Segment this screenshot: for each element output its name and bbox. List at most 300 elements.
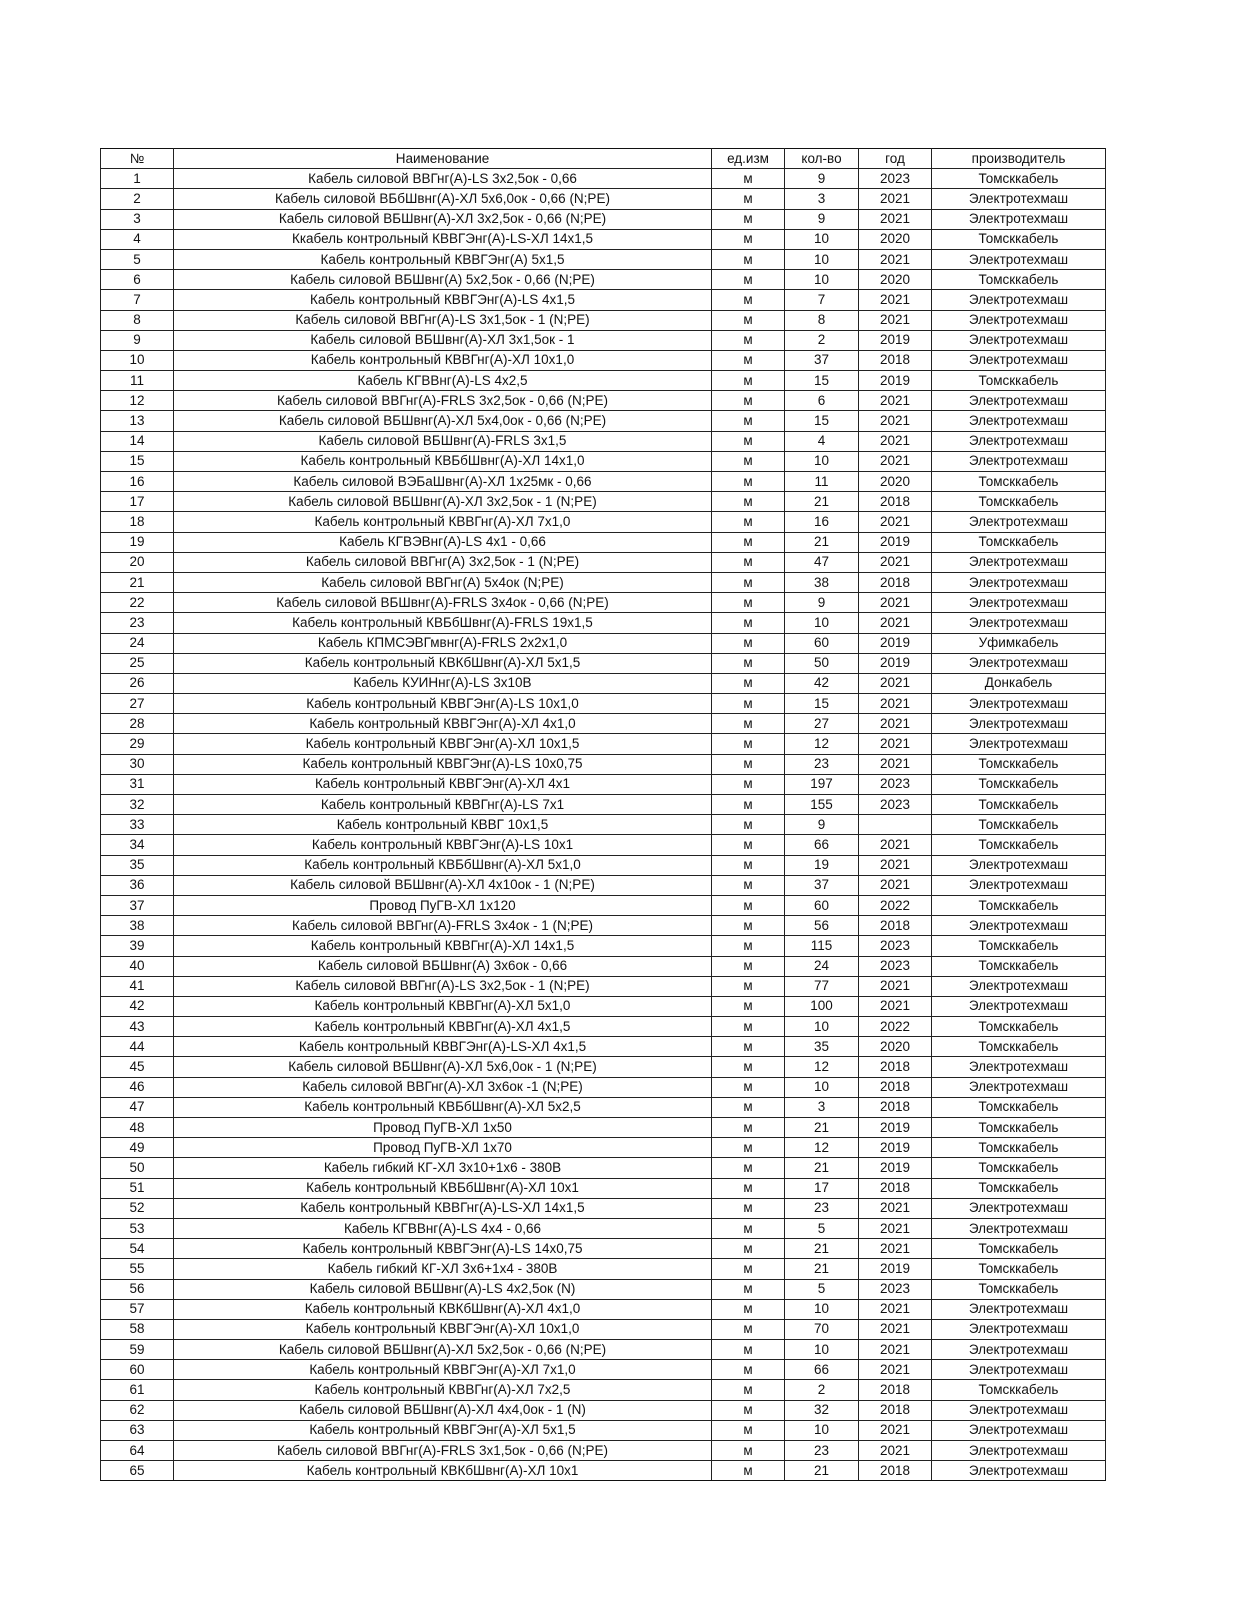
cell-quantity: 21 <box>785 1118 859 1138</box>
cell-quantity: 2 <box>785 330 859 350</box>
cell-year: 2021 <box>859 835 932 855</box>
cell-unit: м <box>712 371 785 391</box>
cell-row-number: 53 <box>101 1218 174 1238</box>
cell-unit: м <box>712 633 785 653</box>
cell-unit: м <box>712 229 785 249</box>
cell-quantity: 21 <box>785 1461 859 1481</box>
cell-manufacturer: Электротехмаш <box>932 189 1106 209</box>
cell-manufacturer: Электротехмаш <box>932 1077 1106 1097</box>
table-row <box>101 1441 1106 1461</box>
cell-unit: м <box>712 492 785 512</box>
cell-quantity: 37 <box>785 875 859 895</box>
table-row <box>101 1218 1106 1238</box>
cell-unit: м <box>712 895 785 915</box>
cell-year: 2018 <box>859 350 932 370</box>
cell-quantity: 50 <box>785 653 859 673</box>
cell-quantity: 9 <box>785 815 859 835</box>
cell-unit: м <box>712 310 785 330</box>
cell-quantity: 19 <box>785 855 859 875</box>
cell-cable-name: Кабель КГВВнг(А)-LS 4х2,5 <box>174 371 712 391</box>
cell-year: 2021 <box>859 310 932 330</box>
cell-row-number: 64 <box>101 1441 174 1461</box>
cell-manufacturer: Электротехмаш <box>932 875 1106 895</box>
cell-quantity: 10 <box>785 1420 859 1440</box>
cell-quantity: 3 <box>785 189 859 209</box>
cell-year: 2021 <box>859 411 932 431</box>
cell-manufacturer: Томсккабель <box>932 1097 1106 1117</box>
cell-year: 2023 <box>859 774 932 794</box>
cell-manufacturer: Электротехмаш <box>932 976 1106 996</box>
table-row <box>101 492 1106 512</box>
cell-row-number: 33 <box>101 815 174 835</box>
cell-cable-name: Кабель силовой ВБбШвнг(А)-ХЛ 5х6,0ок - 0,66 (N;PE) <box>174 189 712 209</box>
cell-row-number: 6 <box>101 270 174 290</box>
cell-unit: м <box>712 391 785 411</box>
cell-manufacturer: Томсккабель <box>932 1239 1106 1259</box>
table-row <box>101 835 1106 855</box>
cell-quantity: 37 <box>785 350 859 370</box>
table-row <box>101 593 1106 613</box>
cell-unit: м <box>712 330 785 350</box>
cell-year: 2020 <box>859 1037 932 1057</box>
cell-year: 2021 <box>859 673 932 693</box>
cell-quantity: 6 <box>785 391 859 411</box>
cell-unit: м <box>712 1420 785 1440</box>
cable-inventory-table <box>100 148 1106 1481</box>
cell-year: 2021 <box>859 512 932 532</box>
cell-quantity: 47 <box>785 552 859 572</box>
cell-quantity: 12 <box>785 1138 859 1158</box>
cell-quantity: 15 <box>785 411 859 431</box>
cell-quantity: 10 <box>785 1299 859 1319</box>
cell-quantity: 21 <box>785 492 859 512</box>
cell-year: 2018 <box>859 1057 932 1077</box>
cell-year: 2018 <box>859 1461 932 1481</box>
column-header-name: Наименование <box>174 149 712 169</box>
table-row <box>101 1279 1106 1299</box>
cell-row-number: 4 <box>101 229 174 249</box>
table-row <box>101 1340 1106 1360</box>
column-header-number: № <box>101 149 174 169</box>
cell-quantity: 21 <box>785 1259 859 1279</box>
cell-year: 2019 <box>859 532 932 552</box>
cell-row-number: 14 <box>101 431 174 451</box>
cell-cable-name: Кабель силовой ВБШвнг(А) 5х2,5ок - 0,66 (N;PE) <box>174 270 712 290</box>
cell-unit: м <box>712 936 785 956</box>
column-header-year: год <box>859 149 932 169</box>
cell-unit: м <box>712 431 785 451</box>
cell-row-number: 35 <box>101 855 174 875</box>
cell-row-number: 38 <box>101 916 174 936</box>
cell-quantity: 10 <box>785 229 859 249</box>
cell-manufacturer: Томсккабель <box>932 815 1106 835</box>
table-row <box>101 189 1106 209</box>
cell-row-number: 41 <box>101 976 174 996</box>
table-row <box>101 996 1106 1016</box>
cell-quantity: 23 <box>785 1441 859 1461</box>
table-row <box>101 673 1106 693</box>
cell-unit: м <box>712 1057 785 1077</box>
table-row <box>101 734 1106 754</box>
cell-manufacturer: Томсккабель <box>932 472 1106 492</box>
cell-unit: м <box>712 774 785 794</box>
table-row <box>101 1057 1106 1077</box>
cell-row-number: 3 <box>101 209 174 229</box>
cell-year: 2018 <box>859 572 932 592</box>
cell-quantity: 10 <box>785 1017 859 1037</box>
cell-quantity: 7 <box>785 290 859 310</box>
cell-row-number: 56 <box>101 1279 174 1299</box>
cell-year: 2018 <box>859 492 932 512</box>
cell-row-number: 61 <box>101 1380 174 1400</box>
cell-year: 2021 <box>859 552 932 572</box>
cell-unit: м <box>712 694 785 714</box>
cell-cable-name: Кабель силовой ВБШвнг(А)-LS 4х2,5ок (N) <box>174 1279 712 1299</box>
cell-cable-name: Кабель контрольный КВБбШвнг(А)-ХЛ 5х1,0 <box>174 855 712 875</box>
cell-year: 2021 <box>859 976 932 996</box>
cell-quantity: 5 <box>785 1218 859 1238</box>
cell-unit: м <box>712 1198 785 1218</box>
table-row <box>101 572 1106 592</box>
cell-unit: м <box>712 472 785 492</box>
cell-row-number: 26 <box>101 673 174 693</box>
cell-unit: м <box>712 1017 785 1037</box>
table-row <box>101 431 1106 451</box>
cell-cable-name: Кабель контрольный КВВГЭнг(А)-ХЛ 4х1,0 <box>174 714 712 734</box>
cell-cable-name: Кабель контрольный КВБбШвнг(А)-ХЛ 5х2,5 <box>174 1097 712 1117</box>
cell-manufacturer: Электротехмаш <box>932 572 1106 592</box>
cell-row-number: 18 <box>101 512 174 532</box>
cell-unit: м <box>712 1097 785 1117</box>
cell-row-number: 36 <box>101 875 174 895</box>
cell-manufacturer: Электротехмаш <box>932 310 1106 330</box>
cell-manufacturer: Электротехмаш <box>932 1441 1106 1461</box>
cell-row-number: 12 <box>101 391 174 411</box>
cell-quantity: 12 <box>785 1057 859 1077</box>
cell-manufacturer: Томсккабель <box>932 835 1106 855</box>
cell-row-number: 48 <box>101 1118 174 1138</box>
cell-cable-name: Ккабель контрольный КВВГЭнг(А)-LS-ХЛ 14х1,5 <box>174 229 712 249</box>
cell-year: 2023 <box>859 169 932 189</box>
cell-unit: м <box>712 350 785 370</box>
cell-year: 2018 <box>859 1178 932 1198</box>
cell-year: 2019 <box>859 1118 932 1138</box>
cell-manufacturer: Томсккабель <box>932 1138 1106 1158</box>
cell-cable-name: Кабель контрольный КВВГнг(А)-ХЛ 10х1,0 <box>174 350 712 370</box>
cell-row-number: 27 <box>101 694 174 714</box>
cell-row-number: 7 <box>101 290 174 310</box>
cell-cable-name: Кабель силовой ВВГнг(А) 5х4ок (N;PE) <box>174 572 712 592</box>
cell-manufacturer: Электротехмаш <box>932 431 1106 451</box>
cell-quantity: 10 <box>785 270 859 290</box>
cell-cable-name: Провод ПуГВ-ХЛ 1х120 <box>174 895 712 915</box>
cell-unit: м <box>712 976 785 996</box>
table-row <box>101 169 1106 189</box>
cell-manufacturer: Томсккабель <box>932 1178 1106 1198</box>
table-row <box>101 1319 1106 1339</box>
cell-unit: м <box>712 1360 785 1380</box>
cell-year: 2023 <box>859 936 932 956</box>
cell-row-number: 44 <box>101 1037 174 1057</box>
cell-quantity: 10 <box>785 1340 859 1360</box>
cell-unit: м <box>712 1400 785 1420</box>
cell-year: 2020 <box>859 472 932 492</box>
cell-row-number: 9 <box>101 330 174 350</box>
cell-cable-name: Кабель силовой ВБШвнг(А) 3х6ок - 0,66 <box>174 956 712 976</box>
cell-cable-name: Кабель контрольный КВВГЭнг(А)-ХЛ 10х1,0 <box>174 1319 712 1339</box>
table-row <box>101 936 1106 956</box>
cell-row-number: 17 <box>101 492 174 512</box>
cell-manufacturer: Электротехмаш <box>932 855 1106 875</box>
cell-unit: м <box>712 734 785 754</box>
cell-cable-name: Кабель силовой ВВГнг(А)-FRLS 3х4ок - 1 (N;PE) <box>174 916 712 936</box>
cell-cable-name: Кабель силовой ВБШвнг(А)-ХЛ 4х4,0ок - 1 (N) <box>174 1400 712 1420</box>
table-row <box>101 209 1106 229</box>
table-row <box>101 391 1106 411</box>
cell-manufacturer: Электротехмаш <box>932 451 1106 471</box>
cell-row-number: 59 <box>101 1340 174 1360</box>
table-row <box>101 270 1106 290</box>
cell-row-number: 30 <box>101 754 174 774</box>
cell-year: 2021 <box>859 694 932 714</box>
cell-quantity: 16 <box>785 512 859 532</box>
cell-year: 2022 <box>859 895 932 915</box>
cell-row-number: 5 <box>101 249 174 269</box>
cell-year: 2021 <box>859 1299 932 1319</box>
cell-manufacturer: Электротехмаш <box>932 391 1106 411</box>
cell-quantity: 155 <box>785 795 859 815</box>
table-row <box>101 451 1106 471</box>
cell-manufacturer: Электротехмаш <box>932 734 1106 754</box>
table-row <box>101 330 1106 350</box>
cell-cable-name: Кабель силовой ВВГнг(А)-LS 3х1,5ок - 1 (N;PE) <box>174 310 712 330</box>
cell-unit: м <box>712 1178 785 1198</box>
table-row <box>101 694 1106 714</box>
cell-manufacturer: Электротехмаш <box>932 411 1106 431</box>
cell-year: 2020 <box>859 229 932 249</box>
table-row <box>101 411 1106 431</box>
cell-manufacturer: Электротехмаш <box>932 1461 1106 1481</box>
cell-cable-name: Кабель гибкий КГ-ХЛ 3х10+1х6 - 380В <box>174 1158 712 1178</box>
cell-year: 2019 <box>859 1138 932 1158</box>
cell-unit: м <box>712 189 785 209</box>
table-row <box>101 774 1106 794</box>
cell-year: 2021 <box>859 754 932 774</box>
cell-row-number: 42 <box>101 996 174 1016</box>
cell-cable-name: Кабель КГВВнг(А)-LS 4х4 - 0,66 <box>174 1218 712 1238</box>
cell-unit: м <box>712 956 785 976</box>
cell-unit: м <box>712 169 785 189</box>
table-row <box>101 613 1106 633</box>
cell-year: 2021 <box>859 1420 932 1440</box>
cell-cable-name: Кабель контрольный КВВГнг(А)-ХЛ 14х1,5 <box>174 936 712 956</box>
cell-cable-name: Кабель контрольный КВКбШвнг(А)-ХЛ 4х1,0 <box>174 1299 712 1319</box>
cell-row-number: 20 <box>101 552 174 572</box>
cell-cable-name: Кабель КПМСЭВГмвнг(А)-FRLS 2х2х1,0 <box>174 633 712 653</box>
cell-cable-name: Кабель контрольный КВВГЭнг(А)-LS-ХЛ 4х1,5 <box>174 1037 712 1057</box>
cell-year: 2021 <box>859 855 932 875</box>
cell-manufacturer: Электротехмаш <box>932 1400 1106 1420</box>
cell-manufacturer: Томсккабель <box>932 169 1106 189</box>
table-row <box>101 1077 1106 1097</box>
cell-row-number: 32 <box>101 795 174 815</box>
cell-year: 2021 <box>859 1360 932 1380</box>
cell-row-number: 40 <box>101 956 174 976</box>
cell-manufacturer: Электротехмаш <box>932 1218 1106 1238</box>
table-row <box>101 815 1106 835</box>
cell-cable-name: Кабель силовой ВВГнг(А) 3х2,5ок - 1 (N;PE) <box>174 552 712 572</box>
cell-quantity: 8 <box>785 310 859 330</box>
table-row <box>101 633 1106 653</box>
cell-unit: м <box>712 532 785 552</box>
cell-unit: м <box>712 290 785 310</box>
cell-manufacturer: Электротехмаш <box>932 996 1106 1016</box>
cell-row-number: 13 <box>101 411 174 431</box>
cell-cable-name: Кабель контрольный КВВГ 10х1,5 <box>174 815 712 835</box>
cell-cable-name: Кабель КГВЭВнг(А)-LS 4х1 - 0,66 <box>174 532 712 552</box>
cell-year: 2019 <box>859 633 932 653</box>
cell-cable-name: Кабель силовой ВБШвнг(А)-ХЛ 3х1,5ок - 1 <box>174 330 712 350</box>
cell-manufacturer: Томсккабель <box>932 229 1106 249</box>
cell-cable-name: Кабель силовой ВВГнг(А)-LS 3х2,5ок - 1 (N;PE) <box>174 976 712 996</box>
cell-manufacturer: Электротехмаш <box>932 1057 1106 1077</box>
cell-cable-name: Кабель контрольный КВВГЭнг(А)-ХЛ 10х1,5 <box>174 734 712 754</box>
cell-quantity: 9 <box>785 209 859 229</box>
cell-manufacturer: Томсккабель <box>932 795 1106 815</box>
cell-row-number: 2 <box>101 189 174 209</box>
cell-manufacturer: Томсккабель <box>932 492 1106 512</box>
cell-year: 2019 <box>859 330 932 350</box>
cell-unit: м <box>712 855 785 875</box>
cell-year: 2021 <box>859 431 932 451</box>
cell-row-number: 46 <box>101 1077 174 1097</box>
cell-year: 2021 <box>859 209 932 229</box>
column-header-unit: ед.изм <box>712 149 785 169</box>
cell-cable-name: Кабель контрольный КВВГЭнг(А)-LS 10х1 <box>174 835 712 855</box>
cell-row-number: 19 <box>101 532 174 552</box>
cell-year: 2023 <box>859 1279 932 1299</box>
cell-cable-name: Кабель контрольный КВВГнг(А)-ХЛ 5х1,0 <box>174 996 712 1016</box>
cell-unit: м <box>712 1077 785 1097</box>
cell-cable-name: Кабель контрольный КВБбШвнг(А)-FRLS 19х1,5 <box>174 613 712 633</box>
cell-row-number: 55 <box>101 1259 174 1279</box>
cell-cable-name: Кабель контрольный КВВГнг(А)-ХЛ 7х2,5 <box>174 1380 712 1400</box>
cell-manufacturer: Электротехмаш <box>932 714 1106 734</box>
cell-cable-name: Кабель контрольный КВВГЭнг(А)-ХЛ 5х1,5 <box>174 1420 712 1440</box>
cell-unit: м <box>712 1319 785 1339</box>
cell-quantity: 10 <box>785 1077 859 1097</box>
cell-manufacturer: Томсккабель <box>932 270 1106 290</box>
cell-quantity: 35 <box>785 1037 859 1057</box>
cell-cable-name: Кабель контрольный КВВГнг(А)-LS-ХЛ 14х1,5 <box>174 1198 712 1218</box>
cell-row-number: 45 <box>101 1057 174 1077</box>
cell-row-number: 62 <box>101 1400 174 1420</box>
column-header-quantity: кол-во <box>785 149 859 169</box>
cell-unit: м <box>712 1299 785 1319</box>
cell-cable-name: Кабель контрольный КВВГЭнг(А)-LS 14х0,75 <box>174 1239 712 1259</box>
cell-unit: м <box>712 552 785 572</box>
cell-cable-name: Кабель контрольный КВВГЭнг(А)-LS 4х1,5 <box>174 290 712 310</box>
cell-manufacturer: Электротехмаш <box>932 1340 1106 1360</box>
cell-unit: м <box>712 916 785 936</box>
cell-manufacturer: Электротехмаш <box>932 512 1106 532</box>
table-header <box>101 149 1106 169</box>
cell-row-number: 31 <box>101 774 174 794</box>
cell-cable-name: Кабель силовой ВБШвнг(А)-FRLS 3х4ок - 0,66 (N;PE) <box>174 593 712 613</box>
cell-quantity: 24 <box>785 956 859 976</box>
cell-unit: м <box>712 1158 785 1178</box>
cell-quantity: 23 <box>785 754 859 774</box>
cell-cable-name: Кабель контрольный КВВГЭнг(А)-ХЛ 4х1 <box>174 774 712 794</box>
cell-quantity: 66 <box>785 1360 859 1380</box>
cell-unit: м <box>712 270 785 290</box>
cell-cable-name: Кабель контрольный КВВГЭнг(А)-ХЛ 7х1,0 <box>174 1360 712 1380</box>
cell-unit: м <box>712 1441 785 1461</box>
cell-cable-name: Кабель контрольный КВБбШвнг(А)-ХЛ 10х1 <box>174 1178 712 1198</box>
cell-unit: м <box>712 249 785 269</box>
cell-year: 2021 <box>859 996 932 1016</box>
cell-manufacturer: Электротехмаш <box>932 1360 1106 1380</box>
cell-manufacturer: Уфимкабель <box>932 633 1106 653</box>
cell-manufacturer: Томсккабель <box>932 895 1106 915</box>
table-row <box>101 1097 1106 1117</box>
cell-unit: м <box>712 714 785 734</box>
cell-unit: м <box>712 653 785 673</box>
cell-quantity: 38 <box>785 572 859 592</box>
table-row <box>101 532 1106 552</box>
cell-manufacturer: Томсккабель <box>932 1037 1106 1057</box>
cell-manufacturer: Электротехмаш <box>932 653 1106 673</box>
cell-manufacturer: Томсккабель <box>932 371 1106 391</box>
cell-cable-name: Кабель силовой ВБШвнг(А)-ХЛ 5х4,0ок - 0,66 (N;PE) <box>174 411 712 431</box>
table-row <box>101 472 1106 492</box>
cell-manufacturer: Электротехмаш <box>932 1299 1106 1319</box>
table-row <box>101 1037 1106 1057</box>
cell-year: 2021 <box>859 1441 932 1461</box>
cell-manufacturer: Томсккабель <box>932 936 1106 956</box>
cell-quantity: 4 <box>785 431 859 451</box>
cell-row-number: 39 <box>101 936 174 956</box>
cell-row-number: 54 <box>101 1239 174 1259</box>
cell-quantity: 3 <box>785 1097 859 1117</box>
table-body <box>101 169 1106 1481</box>
table-row <box>101 1420 1106 1440</box>
cell-manufacturer: Томсккабель <box>932 1279 1106 1299</box>
cell-unit: м <box>712 1037 785 1057</box>
cell-manufacturer: Томсккабель <box>932 1158 1106 1178</box>
cell-quantity: 32 <box>785 1400 859 1420</box>
cell-year: 2022 <box>859 1017 932 1037</box>
cell-cable-name: Кабель контрольный КВБбШвнг(А)-ХЛ 14х1,0 <box>174 451 712 471</box>
cell-unit: м <box>712 835 785 855</box>
cell-year: 2018 <box>859 1380 932 1400</box>
cell-cable-name: Кабель силовой ВБШвнг(А)-ХЛ 5х6,0ок - 1 (N;PE) <box>174 1057 712 1077</box>
cell-year: 2018 <box>859 1097 932 1117</box>
table-row <box>101 795 1106 815</box>
cell-cable-name: Провод ПуГВ-ХЛ 1х70 <box>174 1138 712 1158</box>
cell-row-number: 65 <box>101 1461 174 1481</box>
cell-quantity: 77 <box>785 976 859 996</box>
cell-quantity: 21 <box>785 1239 859 1259</box>
table-row <box>101 1360 1106 1380</box>
cell-year: 2019 <box>859 1158 932 1178</box>
cell-cable-name: Кабель силовой ВЭБаШвнг(А)-ХЛ 1х25мк - 0,66 <box>174 472 712 492</box>
cell-manufacturer: Томсккабель <box>932 1118 1106 1138</box>
table-row <box>101 1138 1106 1158</box>
cell-cable-name: Кабель контрольный КВКбШвнг(А)-ХЛ 10х1 <box>174 1461 712 1481</box>
cell-quantity: 5 <box>785 1279 859 1299</box>
cell-cable-name: Кабель силовой ВБШвнг(А)-ХЛ 3х2,5ок - 1 (N;PE) <box>174 492 712 512</box>
